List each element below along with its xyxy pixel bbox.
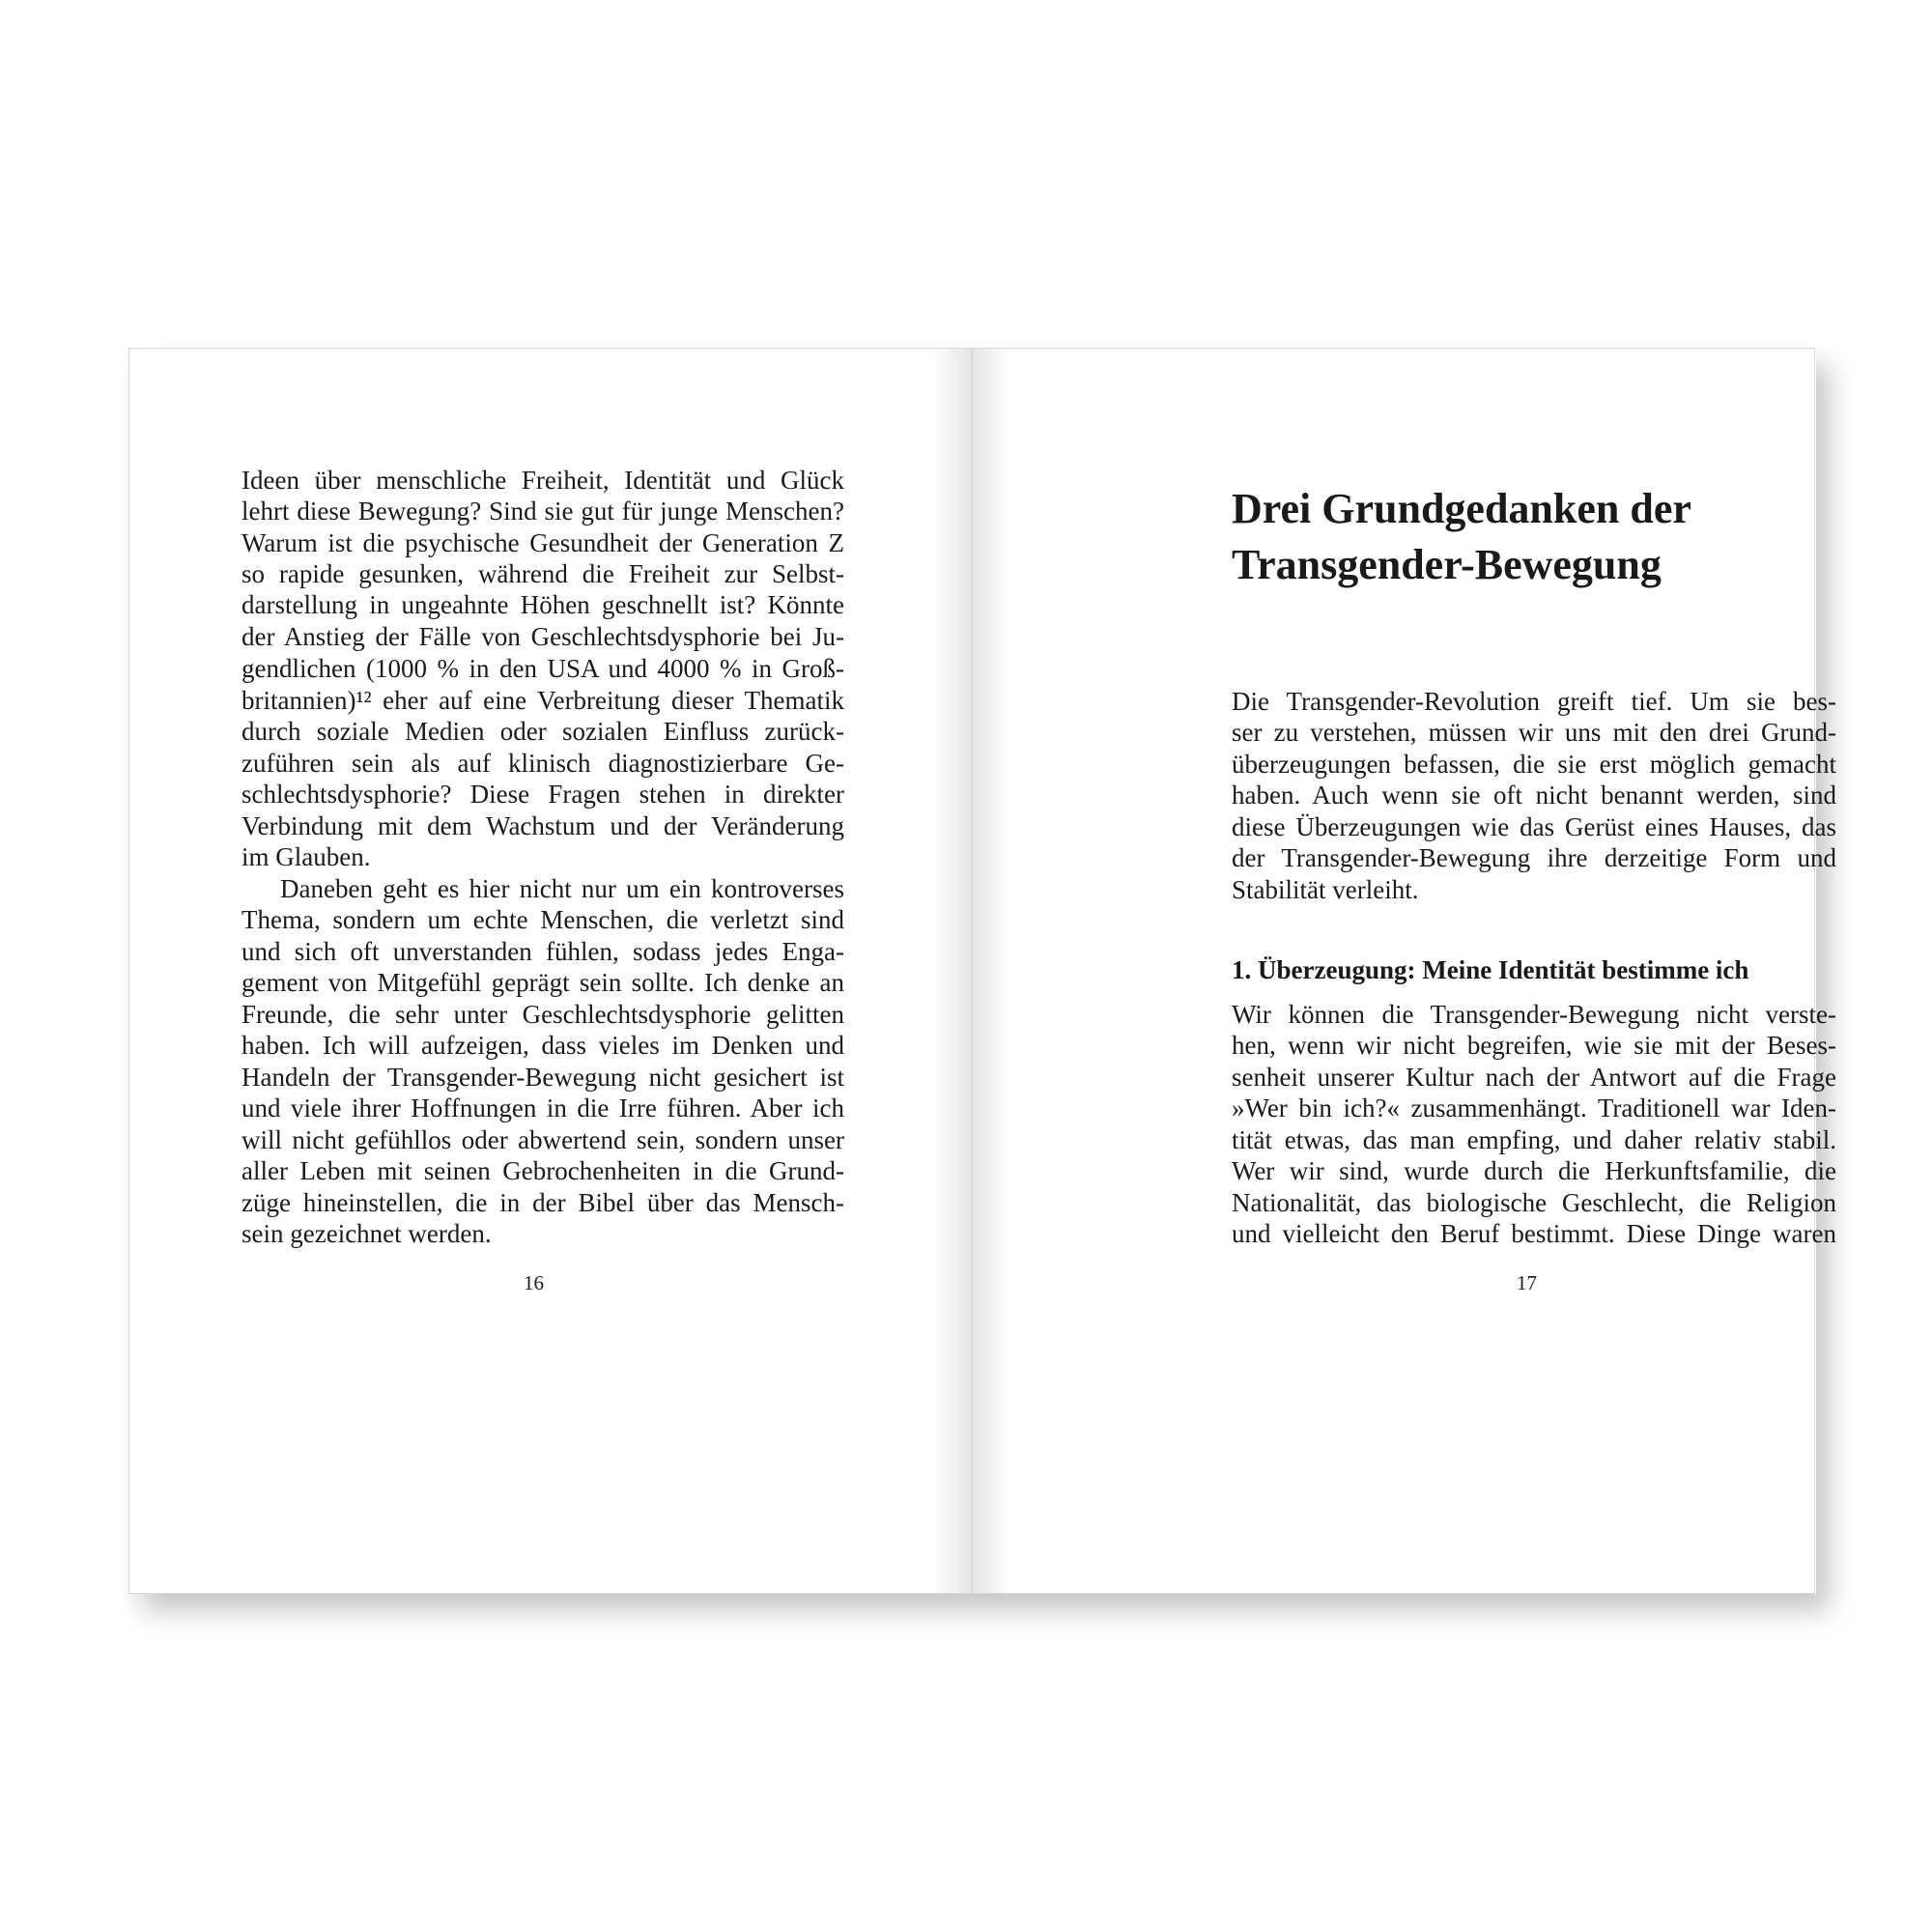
body-line: Wir können die Transgender-Bewegung nicht verste-: [1232, 1000, 1836, 1029]
body-line: will nicht gefühllos oder abwertend sein, sondern unser: [242, 1125, 844, 1154]
body-line: züge hineinstellen, die in der Bibel über das Mensch-: [242, 1188, 844, 1217]
body-line: haben. Auch wenn sie oft nicht benannt werden, sind: [1232, 781, 1836, 810]
body-line: Handeln der Transgender-Bewegung nicht gesichert ist: [242, 1063, 844, 1092]
body-line: der Transgender-Bewegung ihre derzeitige Form und: [1232, 843, 1836, 872]
body-line: darstellung in ungeahnte Höhen geschnellt ist? Könnte: [242, 590, 844, 619]
body-line: »Wer bin ich?« zusammenhängt. Traditionell war Iden-: [1232, 1094, 1836, 1122]
body-line: haben. Ich will aufzeigen, dass vieles im Denken und: [242, 1031, 844, 1060]
body-line: im Glauben.: [242, 842, 371, 871]
body-line: so rapide gesunken, während die Freiheit zur Selbst-: [242, 559, 844, 588]
body-line: tität etwas, das man empfing, und daher relativ stabil.: [1232, 1125, 1836, 1154]
body-line: aller Leben mit seinen Gebrochenheiten in die Grund-: [242, 1156, 844, 1185]
body-line: und viele ihrer Hoffnungen in die Irre führen. Aber ich: [242, 1094, 844, 1122]
body-line: diese Überzeugungen wie das Gerüst eines Hauses, das: [1232, 812, 1836, 841]
body-line: überzeugungen befassen, die sie erst möglich gemacht: [1232, 750, 1836, 779]
body-line: gendlichen (1000 % in den USA und 4000 % in Groß-: [242, 654, 844, 683]
right-page: [972, 348, 1836, 1594]
left-page: [128, 348, 972, 1594]
body-line: Wer wir sind, wurde durch die Herkunftsfamilie, die: [1232, 1156, 1836, 1185]
chapter-heading-line: Drei Grundgedanken der: [1232, 485, 1691, 532]
body-line: Daneben geht es hier nicht nur um ein kontroverses: [280, 874, 844, 903]
body-line: lehrt diese Bewegung? Sind sie gut für junge Menschen?: [242, 497, 844, 526]
body-line: hen, wenn wir nicht begreifen, wie sie mit der Beses-: [1232, 1031, 1836, 1060]
book-spread: [128, 348, 1836, 1594]
page-number: 17: [1517, 1271, 1537, 1294]
body-line: der Anstieg der Fälle von Geschlechtsdysphorie bei Ju-: [242, 622, 844, 651]
body-line: sein gezeichnet werden.: [242, 1219, 492, 1248]
body-line: und sich oft unverstanden fühlen, sodass jedes Enga-: [242, 937, 844, 966]
body-line: senheit unserer Kultur nach der Antwort auf die Frage: [1232, 1063, 1836, 1092]
chapter-heading-line: Transgender-Bewegung: [1232, 541, 1662, 588]
body-line: Nationalität, das biologische Geschlecht, die Religion: [1232, 1188, 1836, 1217]
body-line: Freunde, die sehr unter Geschlechtsdysphorie gelitten: [242, 1000, 844, 1029]
body-line: ser zu verstehen, müssen wir uns mit den drei Grund-: [1232, 718, 1836, 747]
gutter-shadow: [973, 349, 1011, 1593]
body-line: schlechtsdysphorie? Diese Fragen stehen in direkter: [242, 780, 844, 809]
body-line: britannien)¹² eher auf eine Verbreitung dieser Thematik: [242, 686, 844, 715]
body-line: Die Transgender-Revolution greift tief. Um sie bes-: [1232, 687, 1836, 716]
body-line: durch soziale Medien oder sozialen Einfluss zurück-: [242, 717, 844, 746]
body-line: und vielleicht den Beruf bestimmt. Diese Dinge waren: [1232, 1219, 1836, 1248]
gutter-shadow: [932, 349, 971, 1593]
page-number: 16: [524, 1271, 544, 1294]
section-subheading: 1. Überzeugung: Meine Identität bestimme ich: [1232, 955, 1749, 984]
body-line: Warum ist die psychische Gesundheit der Generation Z: [242, 528, 844, 557]
body-line: zuführen sein als auf klinisch diagnostizierbare Ge-: [242, 749, 844, 778]
body-line: Stabilität verleiht.: [1232, 875, 1419, 904]
body-line: Thema, sondern um echte Menschen, die verletzt sind: [242, 905, 844, 934]
body-line: gement von Mitgefühl geprägt sein sollte. Ich denke an: [242, 968, 844, 997]
body-line: Ideen über menschliche Freiheit, Identität und Glück: [242, 466, 844, 495]
body-line: Verbindung mit dem Wachstum und der Veränderung: [242, 811, 844, 840]
